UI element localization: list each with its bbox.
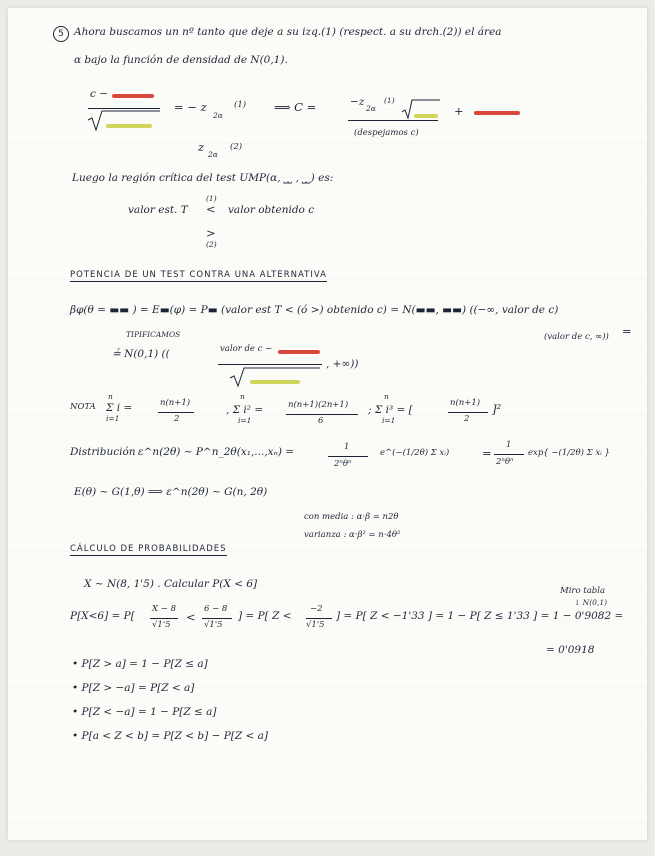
- sum1-lhs: Σ i =: [106, 402, 133, 414]
- sum3-close: ]²: [492, 402, 502, 416]
- limit-bot-1: i=1: [106, 414, 120, 423]
- dist-exp2: exp{ −(1/2θ) Σ xᵢ }: [528, 448, 610, 458]
- dist-frac1-den: 2ⁿθⁿ: [334, 459, 352, 469]
- calc-f1-num: X − 8: [152, 604, 176, 614]
- std-rhs-tag: (1): [234, 100, 247, 110]
- section5-line2: α bajo la función de densidad de N(0,1).: [74, 54, 288, 66]
- limit-bot-2: i=1: [238, 416, 252, 425]
- calc-lt: <: [186, 610, 196, 624]
- tag-1: (1): [206, 194, 217, 203]
- potencia-heading: POTENCIA DE UN TEST CONTRA UNA ALTERNATIVA: [70, 270, 327, 280]
- section5-line1: Ahora buscamos un nº tanto que deje a su izq.(1) (respect. a su drch.(2)) el área: [74, 26, 502, 38]
- despejamos-note: (despejamos c): [354, 128, 419, 138]
- rule-item: • P[a < Z < b] = P[Z < b] − P[Z < a]: [72, 730, 268, 742]
- gamma-media: con media : α·β = n2θ: [304, 512, 399, 522]
- miro-tabla-note: Miro tabla: [560, 586, 606, 596]
- distribucion-lhs: ε^n(2θ) ~ P^n_2θ(x₁,...,xₙ) =: [138, 446, 295, 458]
- plus-sign: +: [454, 104, 464, 118]
- sol-tag: (1): [384, 96, 395, 105]
- calculo-x-line: X ~ N(8, 1'5) . Calcular P(X < 6]: [84, 578, 258, 590]
- dist-exp: e^(−(1/2θ) Σ xᵢ): [380, 448, 450, 458]
- nota-label: NOTA: [70, 402, 96, 412]
- sum1-bar: [158, 412, 194, 413]
- alt-interval: (valor de c, ∞)): [544, 332, 609, 342]
- alt-z-sub: 2α: [208, 150, 218, 159]
- rule-item: • P[Z < −a] = 1 − P[Z ≤ a]: [72, 706, 217, 718]
- sum1-den: 2: [174, 414, 180, 424]
- gamma-line: E(θ) ~ G(1,θ) ⟹ ε^n(2θ) ~ G(n, 2θ): [74, 486, 268, 498]
- dist-frac2-den: 2ⁿθⁿ: [496, 457, 514, 467]
- calc-f3-den: √1'5: [306, 620, 325, 630]
- calc-f1-bar: [150, 618, 178, 619]
- op-less: <: [206, 202, 216, 216]
- rule-right: valor obtenido c: [228, 204, 315, 216]
- sum3-lhs: ; Σ i³ = [: [368, 404, 413, 416]
- critical-region-text: Luego la región crítica del test UMP(α, ⎵⎵ , ⎵⎵) es:: [72, 172, 334, 184]
- limit-top-3: n: [384, 392, 389, 401]
- calc-f2-bar: [202, 618, 232, 619]
- tip-frac-num: valor de c −: [220, 344, 273, 354]
- calc-f3-bar: [306, 618, 332, 619]
- tip-tail: , +∞)): [326, 358, 359, 370]
- std-rhs: = − z: [174, 100, 207, 114]
- sum2-num: n(n+1)(2n+1): [288, 400, 349, 410]
- calc-f3-num: −2: [310, 604, 323, 614]
- implies-arrow: ⟹ C =: [274, 100, 317, 114]
- dist-frac1-bar: [328, 456, 368, 457]
- std-rhs-sub: 2α: [213, 111, 223, 120]
- tag-2: (2): [206, 240, 217, 249]
- rule-item: • P[Z > a] = 1 − P[Z ≤ a]: [72, 658, 208, 670]
- section-number: 5: [53, 26, 69, 42]
- limit-bot-3: i=1: [382, 416, 396, 425]
- tipificamos-label: TIPIFICAMOS: [126, 330, 181, 339]
- dist-frac2-num: 1: [506, 440, 512, 450]
- dist-frac2-bar: [494, 454, 524, 455]
- calculo-heading: CÁLCULO DE PROBABILIDADES: [70, 544, 227, 554]
- yellow-marker-sigma-3: [250, 380, 300, 384]
- n01-note: ↓ N(0,1): [574, 598, 608, 607]
- sum1-num: n(n+1): [160, 398, 191, 408]
- op-greater: >: [206, 226, 216, 240]
- limit-top-1: n: [108, 392, 113, 401]
- sum3-bar: [448, 412, 488, 413]
- calc-p-mid: ] = P[ Z <: [238, 610, 292, 622]
- calc-f2-num: 6 − 8: [204, 604, 228, 614]
- dist-frac1-num: 1: [344, 442, 350, 452]
- gamma-varianza: varianza : α·β² = n·4θ²: [304, 530, 401, 540]
- sum2-bar: [286, 414, 358, 415]
- calc-result: = 0'0918: [546, 644, 595, 656]
- sol-prefix: −z: [350, 96, 365, 108]
- sum3-num: n(n+1): [450, 398, 481, 408]
- sol-sub: 2α: [366, 104, 376, 113]
- limit-top-2: n: [240, 392, 245, 401]
- notebook-page: [8, 8, 647, 840]
- std-num-prefix: c −: [90, 88, 109, 100]
- calc-f1-den: √1'5: [152, 620, 171, 630]
- tip-line: ≟ N(0,1) ((: [112, 348, 170, 360]
- alt-z-tag: (2): [230, 142, 243, 152]
- double-eq: =: [622, 324, 632, 338]
- calc-p-lhs: P[X<6] = P[: [70, 610, 135, 622]
- rule-left: valor est. T: [128, 204, 188, 216]
- calc-p-end: ] = P[ Z < −1'33 ] = 1 − P[ Z ≤ 1'33 ] = 1 − 0'9082 =: [336, 610, 624, 622]
- sum2-den: 6: [318, 416, 324, 426]
- rule-item: • P[Z > −a] = P[Z < a]: [72, 682, 195, 694]
- beta-line: βφ(θ = ▬▬ ) = E▬(φ) = P▬ (valor est T < (ó >) obtenido c) = N(▬▬, ▬▬) ((−∞, valor de c): [70, 304, 559, 316]
- dist-eq2: =: [482, 446, 492, 460]
- calc-f2-den: √1'5: [204, 620, 223, 630]
- alt-z: z: [198, 140, 205, 154]
- distribucion-label: Distribución: [70, 446, 136, 458]
- sum2-lhs: , Σ i² =: [226, 404, 264, 416]
- sum3-den: 2: [464, 414, 470, 424]
